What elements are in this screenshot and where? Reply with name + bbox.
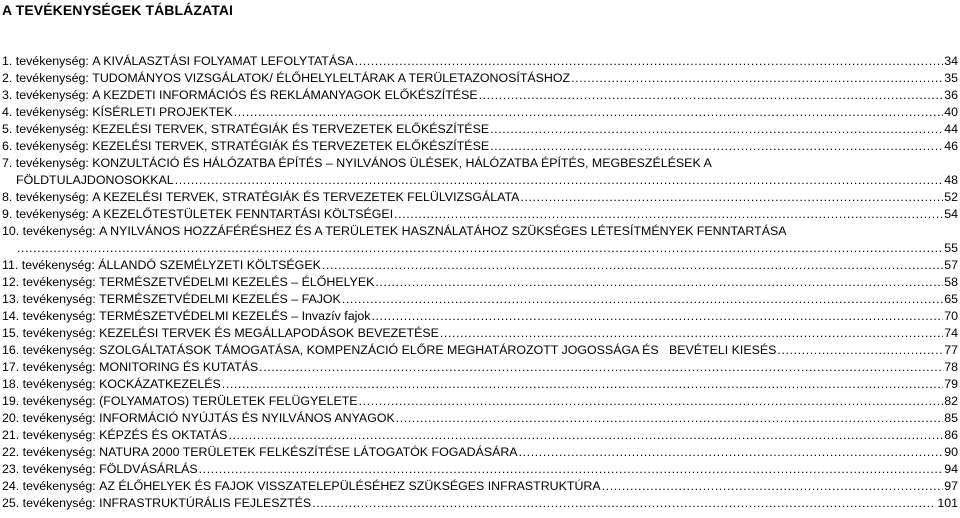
dot-leader (17, 240, 943, 257)
toc-entry-text: KÉPZÉS ÉS OKTATÁS (99, 428, 228, 442)
toc-entry-number: 8. tevékenység: (2, 190, 89, 204)
toc-entry-10-continuation[interactable] (2, 240, 958, 257)
toc-entry-3[interactable] (2, 87, 958, 104)
toc-entry-16[interactable] (2, 342, 958, 359)
toc-entry-text: SZOLGÁLTATÁSOK TÁMOGATÁSA, KOMPENZÁCIÓ ELŐRE MEGHATÁROZOTT JOGOSSÁGA ÉS BEVÉTELI KIESÉS (99, 343, 777, 357)
toc-entry-page: 48 (944, 173, 958, 187)
toc-entry-text: TUDOMÁNYOS VIZSGÁLATOK/ ÉLŐHELYLELTÁRAK A TERÜLETAZONOSÍTÁSHOZ (92, 71, 571, 85)
toc-entry-20[interactable] (2, 410, 958, 427)
toc-entry-text: KEZELÉSI TERVEK ÉS MEGÁLLAPODÁSOK BEVEZETÉSE (99, 326, 439, 340)
toc-entry-page: 36 (944, 88, 958, 102)
toc-entry-page: 79 (944, 377, 958, 391)
toc-entry-text: TERMÉSZETVÉDELMI KEZELÉS – Invazív fajok (99, 309, 371, 323)
toc-entry-text: A KEZELŐTESTÜLETEK FENNTARTÁSI KÖLTSÉGEI (92, 207, 394, 221)
toc-entry-page: 40 (944, 105, 958, 119)
toc-entry-number: 20. tevékenység: (2, 411, 96, 425)
toc-entry-number: 9. tevékenység: (2, 207, 89, 221)
toc-entry-page: 101 (937, 496, 958, 510)
toc-entry-4[interactable] (2, 104, 958, 121)
dot-leader (396, 410, 943, 427)
dot-leader (342, 291, 943, 308)
toc-entry-number: 12. tevékenység: (2, 275, 96, 289)
toc-entry-number: 7. tevékenység: (2, 156, 89, 170)
dot-leader (602, 478, 944, 495)
toc-entry-8[interactable] (2, 189, 958, 206)
toc-entry-page: 46 (944, 139, 958, 153)
dot-leader (234, 104, 943, 121)
toc-entry-number: 24. tevékenység: (2, 479, 96, 493)
dot-leader (520, 189, 943, 206)
toc-entry-text: TERMÉSZETVÉDELMI KEZELÉS – ÉLŐHELYEK (99, 275, 375, 289)
toc-entry-number: 14. tevékenység: (2, 309, 96, 323)
toc-entry-page: 44 (944, 122, 958, 136)
toc-entry-page: 57 (944, 258, 958, 272)
toc-entry-text: NATURA 2000 TERÜLETEK FELKÉSZÍTÉSE LÁTOGATÓK FOGADÁSÁRA (99, 445, 518, 459)
toc-entry-7-continuation[interactable] (2, 172, 958, 189)
toc-entry-text: KONZULTÁCIÓ ÉS HÁLÓZATBA ÉPÍTÉS – NYILVÁNOS ÜLÉSEK, HÁLÓZATBA ÉPÍTÉS, MEGBESZÉLÉSEK A (92, 156, 712, 170)
dot-leader (479, 87, 944, 104)
toc-entry-text: A KIVÁLASZTÁSI FOLYAMAT LEFOLYTATÁSA (92, 54, 354, 68)
dot-leader (175, 172, 944, 189)
toc-entry-15[interactable] (2, 325, 958, 342)
dot-leader (519, 444, 944, 461)
toc-entry-page: 52 (944, 190, 958, 204)
toc-entry-2[interactable] (2, 70, 958, 87)
dot-leader (571, 70, 943, 87)
toc-entry-page: 34 (944, 54, 958, 68)
dot-leader (228, 427, 943, 444)
toc-entry-number: 16. tevékenység: (2, 343, 96, 357)
toc-entry-number: 15. tevékenység: (2, 326, 96, 340)
toc-entry-page: 35 (944, 71, 958, 85)
toc-entry-number: 10. tevékenység: (2, 224, 96, 238)
toc-entry-page: 74 (944, 326, 958, 340)
toc-entry-page: 86 (944, 428, 958, 442)
toc-entry-text: TERMÉSZETVÉDELMI KEZELÉS – FAJOK (99, 292, 341, 306)
toc-entry-text: MONITORING ÉS KUTATÁS (99, 360, 259, 374)
toc-entry-number: 3. tevékenység: (2, 88, 89, 102)
toc-entry-text: FÖLDVÁSÁRLÁS (99, 462, 198, 476)
toc-entry-number: 4. tevékenység: (2, 105, 89, 119)
toc-entry-number: 18. tevékenység: (2, 377, 96, 391)
toc-entry-page: 58 (944, 275, 958, 289)
toc-entry-page: 82 (944, 394, 958, 408)
toc-entry-page: 65 (944, 292, 958, 306)
toc-entry-19[interactable] (2, 393, 958, 410)
toc-entry-6[interactable] (2, 138, 958, 155)
toc-entry-page: 55 (944, 241, 958, 255)
toc-entry-number: 22. tevékenység: (2, 445, 96, 459)
dot-leader (222, 376, 943, 393)
toc-entry-number: 5. tevékenység: (2, 122, 89, 136)
toc-entry-text: KEZELÉSI TERVEK, STRATÉGIÁK ÉS TERVEZETEK ELŐKÉSZÍTÉSE (92, 122, 490, 136)
toc-entry-page: 78 (944, 360, 958, 374)
toc-entry-text: A KEZDETI INFORMÁCIÓS ÉS REKLÁMANYAGOK ELŐKÉSZÍTÉSE (92, 88, 478, 102)
toc-entry-number: 19. tevékenység: (2, 394, 96, 408)
toc-entry-24[interactable] (2, 478, 958, 495)
toc-entry-number: 21. tevékenység: (2, 428, 96, 442)
toc-entry-number: 17. tevékenység: (2, 360, 96, 374)
toc-entry-number: 1. tevékenység: (2, 54, 89, 68)
toc-entry-22[interactable] (2, 444, 958, 461)
toc-entry-21[interactable] (2, 427, 958, 444)
dot-leader (259, 359, 943, 376)
toc-entry-5[interactable] (2, 121, 958, 138)
toc-entry-page: 94 (944, 462, 958, 476)
toc-entry-page: 70 (944, 309, 958, 323)
toc-entry-17[interactable] (2, 359, 958, 376)
toc-entry-number: 23. tevékenység: (2, 462, 96, 476)
toc-entry-number: 11. tevékenység: (2, 258, 95, 272)
dot-leader (371, 308, 943, 325)
toc-entry-23[interactable] (2, 461, 958, 478)
toc-entry-text: A NYILVÁNOS HOZZÁFÉRÉSHEZ ÉS A TERÜLETEK HASZNÁLATÁHOZ SZÜKSÉGES LÉTESÍTMÉNYEK FENNTARTÁSA (99, 224, 787, 238)
toc-entry-page: 77 (944, 343, 958, 357)
dot-leader (359, 393, 944, 410)
toc-entry-text: INFRASTRUKTÚRÁLIS FEJLESZTÉS (99, 496, 312, 510)
toc-entry-text: INFORMÁCIÓ NYÚJTÁS ÉS NYILVÁNOS ANYAGOK (99, 411, 395, 425)
toc-entry-text: KOCKÁZATKEZELÉS (99, 377, 221, 391)
dot-leader (322, 257, 943, 274)
toc-entry-page: 85 (944, 411, 958, 425)
toc-entry-7[interactable] (2, 155, 958, 172)
toc-entry-12[interactable] (2, 274, 958, 291)
toc-entry-13[interactable] (2, 291, 958, 308)
toc-entry-18[interactable] (2, 376, 958, 393)
toc-entry-14[interactable] (2, 308, 958, 325)
toc-entry-text: (FOLYAMATOS) TERÜLETEK FELÜGYELETE (99, 394, 358, 408)
dot-leader (440, 325, 943, 342)
toc-entry-page: 90 (944, 445, 958, 459)
toc-entry-text: ÁLLANDÓ SZEMÉLYZETI KÖLTSÉGEK (98, 258, 321, 272)
toc-entry-25[interactable] (2, 495, 958, 512)
table-of-contents (2, 53, 958, 512)
toc-entry-text: A KEZELÉSI TERVEK, STRATÉGIÁK ÉS TERVEZETEK FELÜLVIZSGÁLATA (92, 190, 520, 204)
dot-leader (312, 495, 936, 512)
toc-entry-text: KEZELÉSI TERVEK, STRATÉGIÁK ÉS TERVEZETEK ELŐKÉSZÍTÉSE (92, 139, 490, 153)
toc-entry-number: 13. tevékenység: (2, 292, 96, 306)
toc-entry-page: 97 (944, 479, 958, 493)
toc-entry-number: 25. tevékenység: (2, 496, 96, 510)
dot-leader (777, 342, 943, 359)
toc-entry-text: AZ ÉLŐHELYEK ÉS FAJOK VISSZATELEPÜLÉSÉHEZ SZÜKSÉGES INFRASTRUKTÚRA (99, 479, 601, 493)
toc-entry-11[interactable] (2, 257, 958, 274)
toc-entry-text: KÍSÉRLETI PROJEKTEK (92, 105, 233, 119)
dot-leader (394, 206, 943, 223)
dot-leader (490, 121, 943, 138)
toc-entry-10[interactable] (2, 223, 958, 240)
toc-entry-number: 6. tevékenység: (2, 139, 89, 153)
toc-entry-page: 54 (944, 207, 958, 221)
dot-leader (375, 274, 943, 291)
dot-leader (490, 138, 943, 155)
dot-leader (355, 53, 944, 70)
toc-entry-number: 2. tevékenység: (2, 71, 89, 85)
toc-entry-text-continuation: FÖLDTULAJDONOSOKKAL (16, 173, 174, 187)
toc-entry-9[interactable] (2, 206, 958, 223)
toc-entry-1[interactable] (2, 53, 958, 70)
page-title: A TEVÉKENYSÉGEK TÁBLÁZATAI (2, 2, 234, 18)
dot-leader (199, 461, 944, 478)
